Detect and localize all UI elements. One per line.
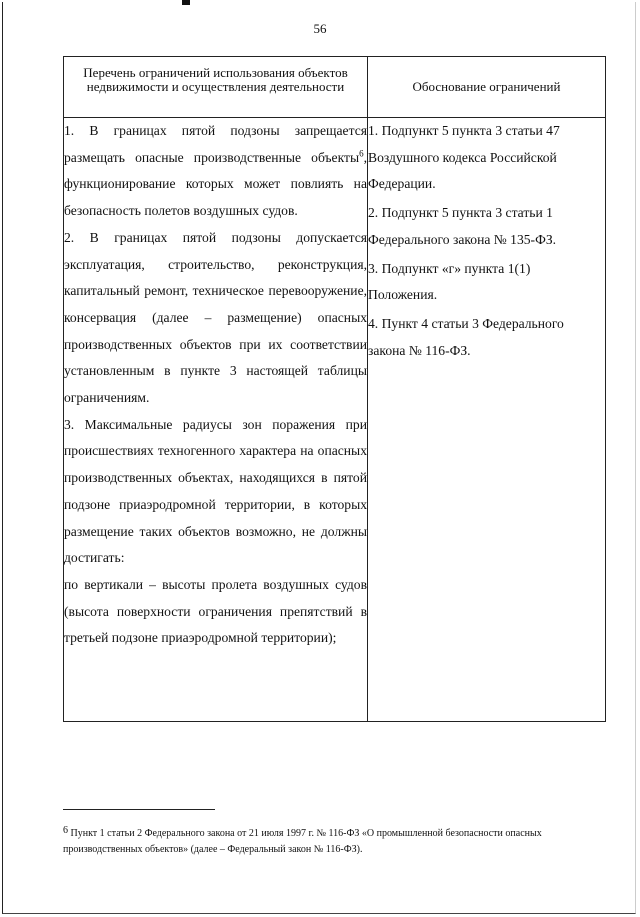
page-number: 56 [313, 21, 327, 36]
justification-cell [368, 118, 606, 722]
restriction-item-3: 3. Максимальные радиусы зон поражения при происшествиях техногенного характера на опасных производственных объектах, находящихся в пятой подзоне приаэродромной территории, в которых размещение таких объектов возможно, не должны достигать: [64, 416, 367, 566]
restriction-item-1: 1. В границах пятой подзоны запрещается размещать опасные производственные объекты$^6$, функционирование которых может повлиять на безопасность полетов воздушных судов. [64, 123, 367, 219]
restriction-item-4: по вертикали – высоты пролета воздушных судов (высота поверхности ограничения препятствий в третьей подзоне приаэродромной территории); [64, 576, 367, 646]
justification-item-3: 3. Подпункт «г» пункта 1(1) Положения. [368, 260, 531, 303]
justification-item-1: 1. Подпункт 5 пункта 3 статьи 47 Воздушного кодекса Российской Федерации. [368, 123, 560, 192]
justification-item-2: 2. Подпункт 5 пункта 3 статьи 1 Федерального закона № 135-ФЗ. [368, 205, 557, 247]
restriction-item-2: 2. В границах пятой подзоны допускается эксплуатация, строительство, реконструкция, капитальный ремонт, техническое перевооружение, консервация (далее – размещение) опасных производственных объектов при их соответствии установленным в пункте 3 настоящей таблицы ограничениям. [64, 229, 367, 406]
footnote-separator [63, 809, 215, 810]
table-row [64, 118, 606, 722]
header-restrictions-text: Перечень ограничений использования объектов недвижимости и осуществления деятельности [83, 65, 348, 94]
footnote-ref: 6 [359, 148, 364, 159]
footnote-mark: 6 [63, 825, 68, 836]
justification-item-4: 4. Пункт 4 статьи 3 Федерального закона № 116-ФЗ. [368, 315, 564, 358]
footnote [63, 826, 603, 858]
restrictions-table [63, 56, 606, 722]
scan-mark [182, 0, 190, 5]
restrictions-cell [64, 118, 368, 722]
header-restrictions [64, 57, 368, 118]
footnote-text: Пункт 1 статьи 2 Федерального закона от 21 июля 1997 г. № 116-ФЗ «О промышленной безопасности опасных производственных объектов» (далее – Федеральный закон № 116-ФЗ). [63, 828, 542, 855]
table-header-row [64, 57, 606, 118]
header-justification: Обоснование ограничений [368, 57, 606, 118]
